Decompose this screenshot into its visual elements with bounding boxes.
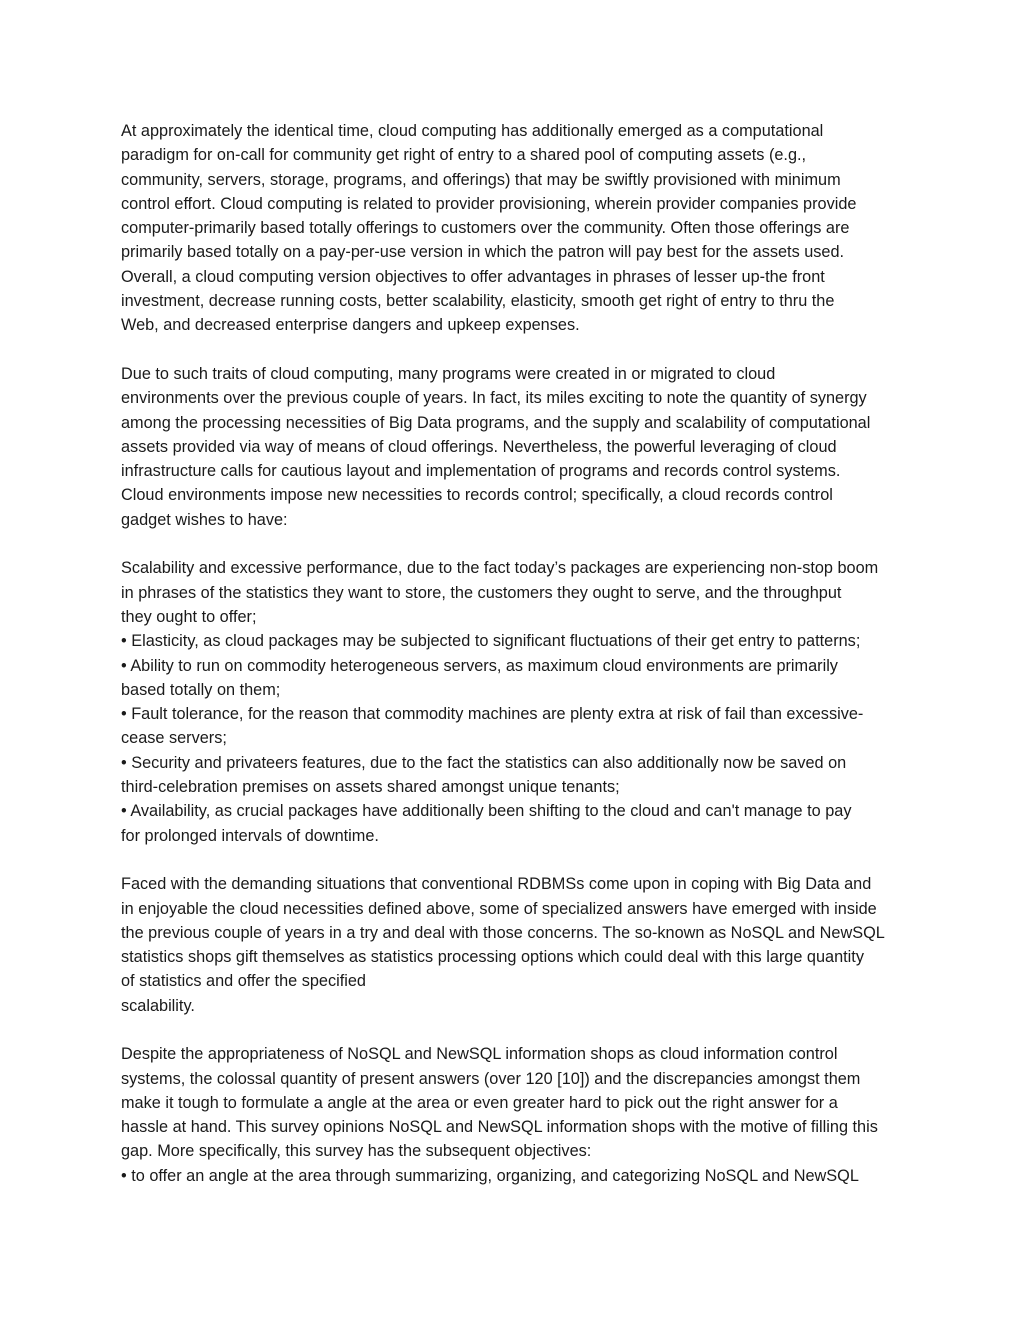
- text-line: statistics shops gift themselves as statistics processing options which could deal with this large quantity: [121, 948, 864, 967]
- text-line: investment, decrease running costs, better scalability, elasticity, smooth get right of entry to thru the: [121, 292, 835, 311]
- text-line: assets provided via way of means of cloud offerings. Nevertheless, the powerful leveraging of cloud: [121, 437, 837, 456]
- text-line: • Availability, as crucial packages have additionally been shifting to the cloud and can't manage to pay: [121, 802, 852, 821]
- text-line: Scalability and excessive performance, due to the fact today’s packages are experiencing non-stop boom: [121, 559, 879, 578]
- text-line: environments over the previous couple of years. In fact, its miles exciting to note the quantity of synergy: [121, 389, 867, 408]
- text-line: systems, the colossal quantity of present answers (over 120 [10]) and the discrepancies amongst them: [121, 1069, 861, 1088]
- text-line: Faced with the demanding situations that conventional RDBMSs come upon in coping with Big Data and: [121, 875, 872, 894]
- text-line: Cloud environments impose new necessities to records control; specifically, a cloud records control: [121, 486, 833, 505]
- text-line: third-celebration premises on assets shared amongst unique tenants;: [121, 778, 620, 797]
- text-line: gadget wishes to have:: [121, 510, 288, 529]
- text-line: hassle at hand. This survey opinions NoSQL and NewSQL information shops with the motive of filling this: [121, 1118, 878, 1137]
- text-line: control effort. Cloud computing is related to provider provisioning, wherein provider companies provide: [121, 194, 857, 213]
- text-line: Overall, a cloud computing version objectives to offer advantages in phrases of lesser up-the front: [121, 267, 825, 286]
- text-line: community, servers, storage, programs, and offerings) that may be swiftly provisioned with minimum: [121, 170, 841, 189]
- text-line: • Elasticity, as cloud packages may be subjected to significant fluctuations of their get entry to patterns;: [121, 632, 861, 651]
- text-line: • Security and privateers features, due to the fact the statistics can also additionally now be saved on: [121, 753, 847, 772]
- text-line: for prolonged intervals of downtime.: [121, 826, 379, 845]
- text-line: infrastructure calls for cautious layout and implementation of programs and records control systems.: [121, 462, 841, 481]
- text-line: Due to such traits of cloud computing, many programs were created in or migrated to cloud: [121, 364, 776, 383]
- text-line: At approximately the identical time, cloud computing has additionally emerged as a computational: [121, 122, 824, 140]
- document-body: [121, 119, 921, 1212]
- text-line: based totally on them;: [121, 680, 281, 699]
- text-line: cease servers;: [121, 729, 227, 748]
- text-line: in phrases of the statistics they want to store, the customers they ought to serve, and the throughput: [121, 583, 842, 602]
- text-line: • to offer an angle at the area through summarizing, organizing, and categorizing NoSQL and NewSQL: [121, 1166, 859, 1185]
- paragraph: [121, 119, 921, 338]
- text-line: Web, and decreased enterprise dangers and upkeep expenses.: [121, 316, 580, 335]
- text-line: in enjoyable the cloud necessities defined above, some of specialized answers have emerged with inside: [121, 899, 877, 918]
- paragraph: [121, 362, 921, 532]
- text-line: gap. More specifically, this survey has the subsequent objectives:: [121, 1142, 592, 1161]
- text-line: Despite the appropriateness of NoSQL and NewSQL information shops as cloud information control: [121, 1045, 838, 1064]
- text-line: make it tough to formulate a angle at the area or even greater hard to pick out the right answer for a: [121, 1093, 838, 1112]
- paragraph: [121, 1042, 921, 1188]
- text-line: of statistics and offer the specified: [121, 972, 366, 991]
- text-line: paradigm for on-call for community get right of entry to a shared pool of computing assets (e.g.,: [121, 146, 807, 165]
- text-line: among the processing necessities of Big Data programs, and the supply and scalability of computational: [121, 413, 871, 432]
- text-line: computer-primarily based totally offerings to customers over the community. Often those offerings are: [121, 219, 850, 238]
- text-line: primarily based totally on a pay-per-use version in which the patron will pay best for the assets used.: [121, 243, 845, 262]
- text-line: the previous couple of years in a try and deal with those concerns. The so-known as NoSQL and NewSQL: [121, 923, 885, 942]
- text-line: • Fault tolerance, for the reason that commodity machines are plenty extra at risk of fail than excessive-: [121, 705, 864, 724]
- text-line: scalability.: [121, 996, 195, 1015]
- paragraph: [121, 872, 921, 1018]
- text-line: • Ability to run on commodity heterogeneous servers, as maximum cloud environments are primarily: [121, 656, 838, 675]
- paragraph: [121, 556, 921, 848]
- text-line: they ought to offer;: [121, 607, 257, 626]
